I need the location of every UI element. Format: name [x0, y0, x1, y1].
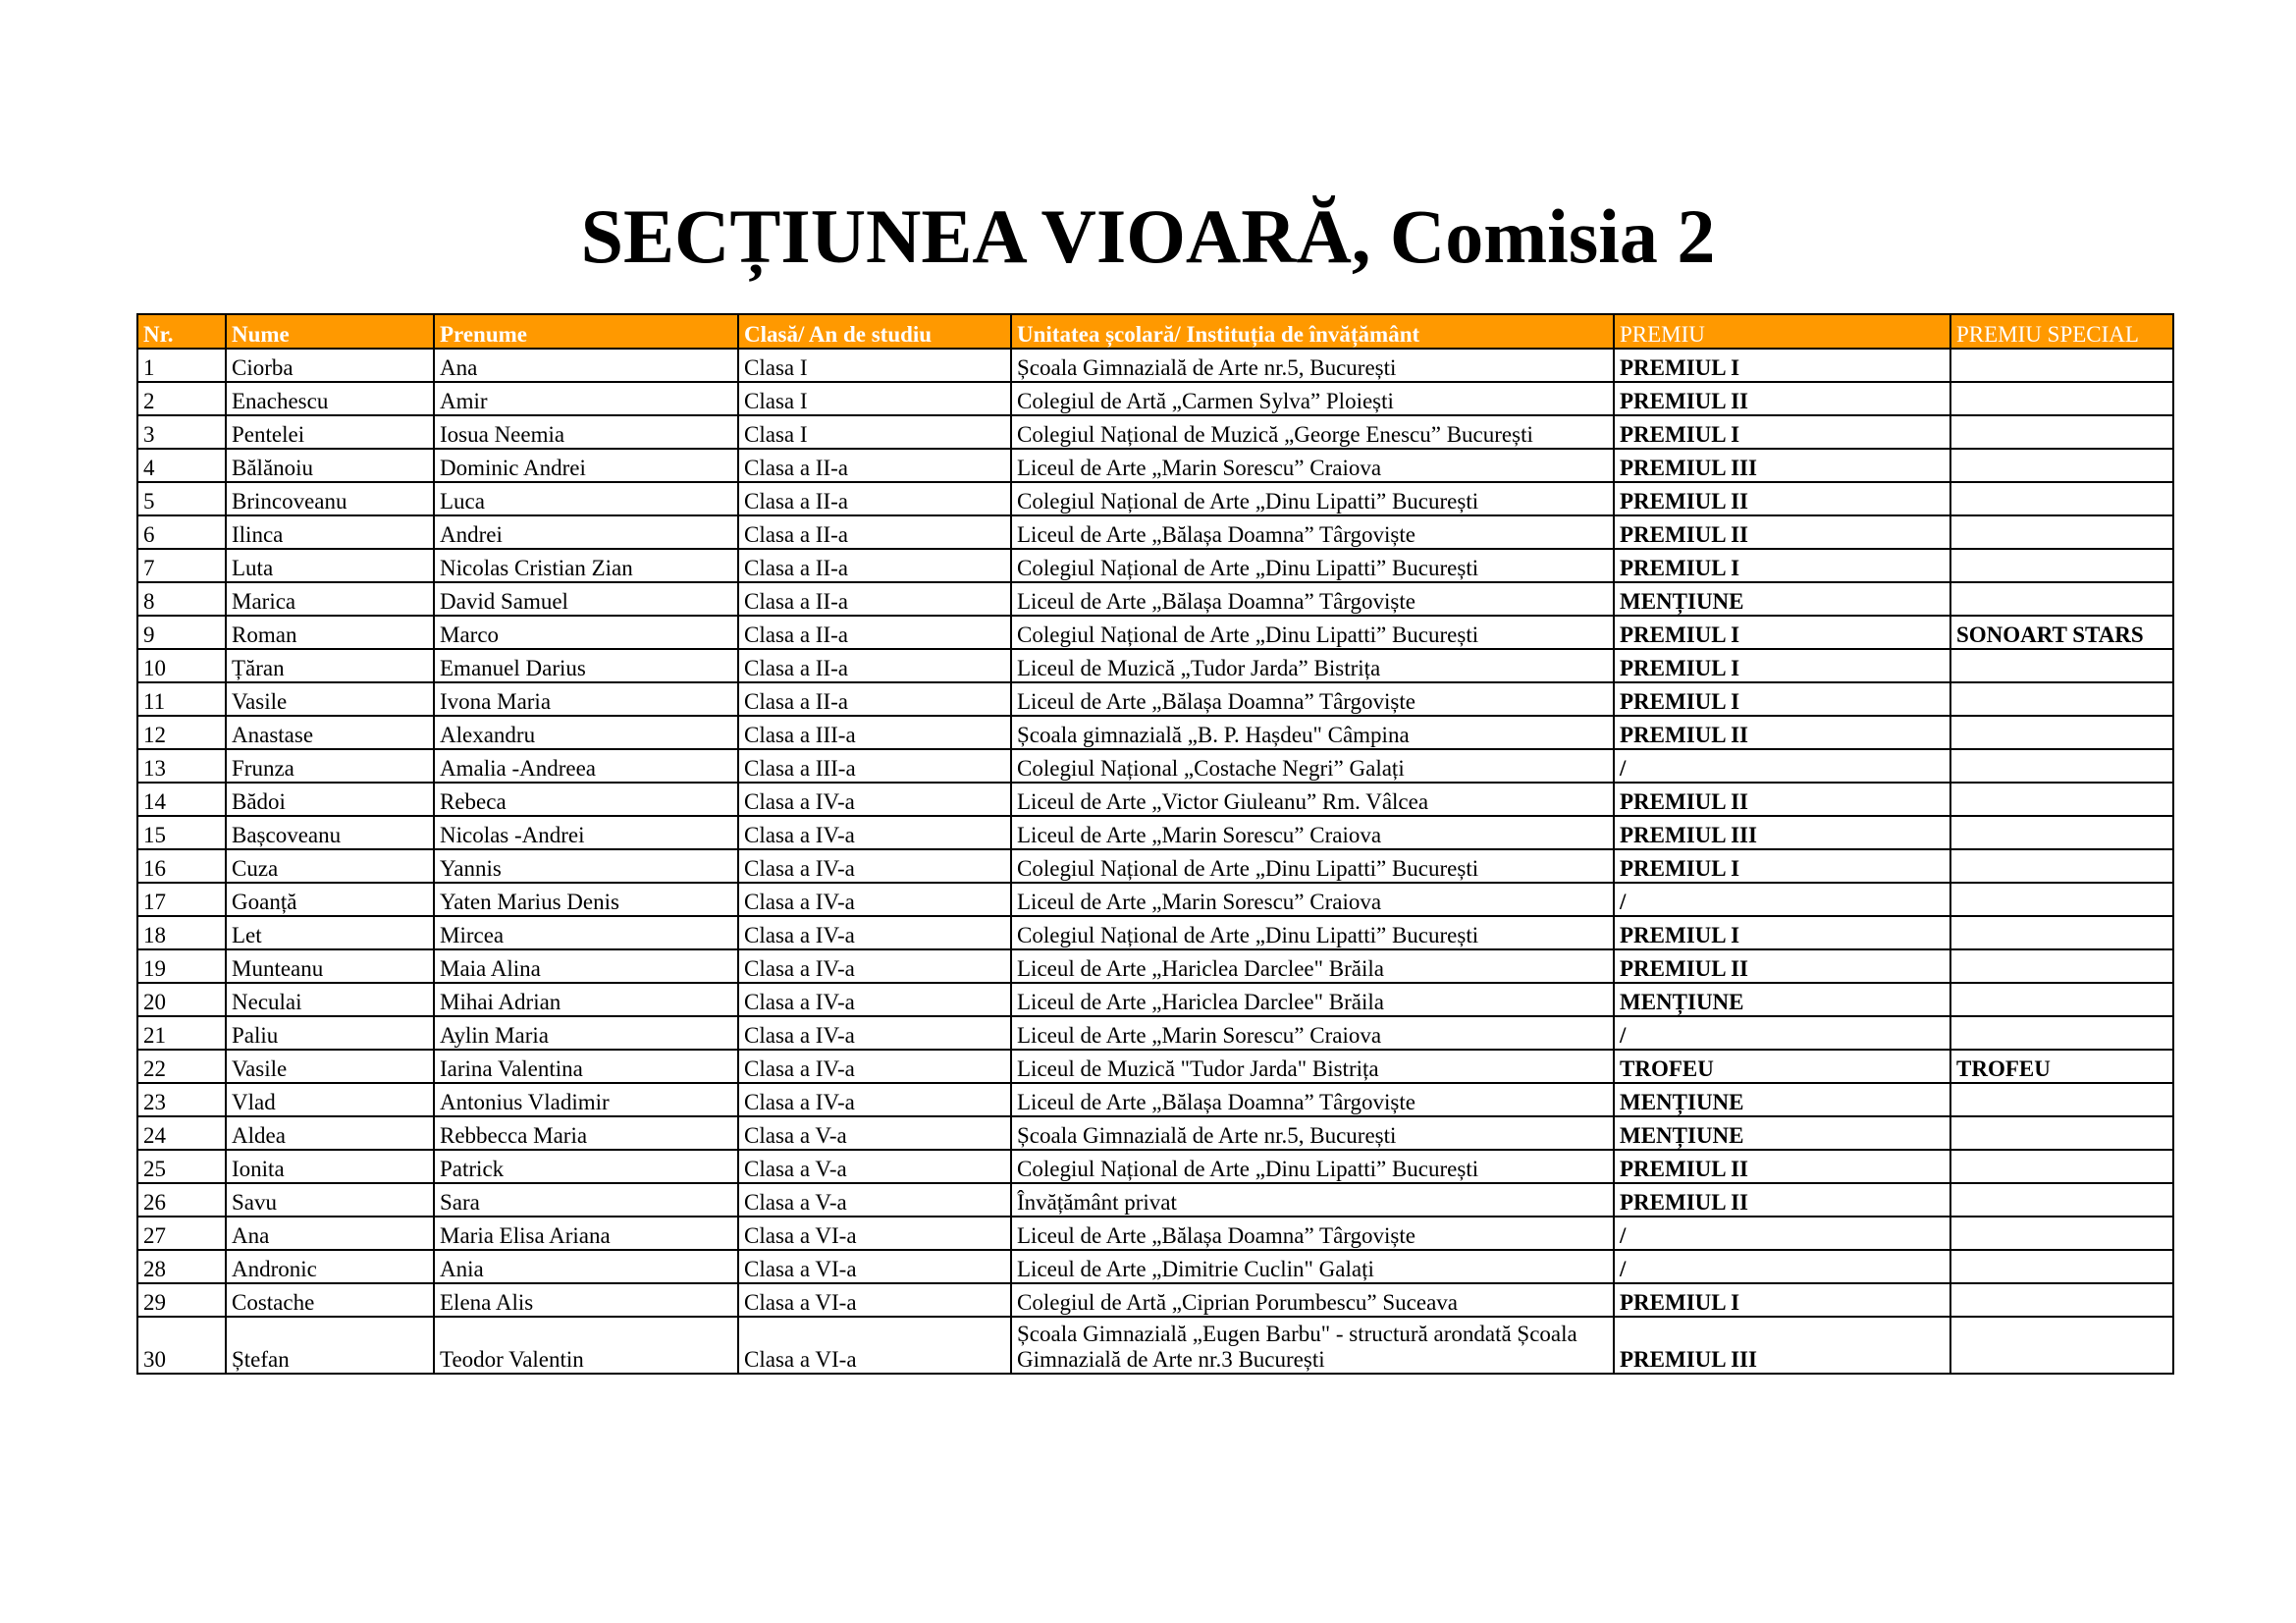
cell-nume: Brincoveanu: [226, 482, 434, 515]
cell-clasa: Clasa a II-a: [738, 515, 1011, 549]
cell-nume: Let: [226, 916, 434, 949]
cell-prenume: Rebbecca Maria: [434, 1116, 738, 1150]
cell-unitate: Liceul de Muzică „Tudor Jarda” Bistrița: [1011, 649, 1614, 682]
cell-unitate: Colegiul Național de Arte „Dinu Lipatti” București: [1011, 916, 1614, 949]
cell-nr: 27: [137, 1217, 226, 1250]
cell-clasa: Clasa a IV-a: [738, 983, 1011, 1016]
cell-unitate: Școala Gimnazială „Eugen Barbu" - structură arondată Școala Gimnazială de Arte nr.3 București: [1011, 1317, 1614, 1374]
cell-premiu-special: [1950, 649, 2173, 682]
cell-premiu: PREMIUL II: [1614, 382, 1950, 415]
cell-nume: Ciorba: [226, 349, 434, 382]
table-row: [137, 849, 2173, 883]
cell-premiu: MENȚIUNE: [1614, 983, 1950, 1016]
cell-clasa: Clasa I: [738, 382, 1011, 415]
cell-clasa: Clasa a III-a: [738, 716, 1011, 749]
cell-prenume: Maria Elisa Ariana: [434, 1217, 738, 1250]
table-row: [137, 1217, 2173, 1250]
header-unitate: Unitatea școlară/ Instituția de învățământ: [1011, 314, 1614, 349]
cell-nume: Goanță: [226, 883, 434, 916]
cell-nume: Luta: [226, 549, 434, 582]
table-row: [137, 382, 2173, 415]
cell-premiu: /: [1614, 749, 1950, 783]
cell-premiu-special: [1950, 716, 2173, 749]
header-premiu: PREMIU: [1614, 314, 1950, 349]
header-clasa: Clasă/ An de studiu: [738, 314, 1011, 349]
cell-nume: Pentelei: [226, 415, 434, 449]
cell-unitate: Școala Gimnazială de Arte nr.5, București: [1011, 1116, 1614, 1150]
cell-clasa: Clasa a VI-a: [738, 1317, 1011, 1374]
table-row: [137, 1283, 2173, 1317]
cell-nume: Anastase: [226, 716, 434, 749]
cell-premiu: PREMIUL III: [1614, 449, 1950, 482]
cell-nume: Andronic: [226, 1250, 434, 1283]
cell-unitate: Colegiul Național de Arte „Dinu Lipatti” București: [1011, 616, 1614, 649]
cell-nr: 13: [137, 749, 226, 783]
cell-clasa: Clasa a III-a: [738, 749, 1011, 783]
cell-nume: Ionita: [226, 1150, 434, 1183]
cell-premiu-special: [1950, 783, 2173, 816]
cell-prenume: Maia Alina: [434, 949, 738, 983]
cell-premiu-special: [1950, 1083, 2173, 1116]
cell-nr: 18: [137, 916, 226, 949]
table-row: [137, 1317, 2173, 1374]
cell-nume: Neculai: [226, 983, 434, 1016]
cell-unitate: Liceul de Arte „Bălașa Doamna” Târgoviște: [1011, 582, 1614, 616]
cell-prenume: Iarina Valentina: [434, 1050, 738, 1083]
cell-premiu-special: [1950, 1283, 2173, 1317]
cell-prenume: Elena Alis: [434, 1283, 738, 1317]
table-row: [137, 1050, 2173, 1083]
cell-premiu: PREMIUL II: [1614, 783, 1950, 816]
cell-premiu-special: [1950, 349, 2173, 382]
table-row: [137, 1016, 2173, 1050]
table-row: [137, 682, 2173, 716]
cell-prenume: Dominic Andrei: [434, 449, 738, 482]
table-row: [137, 749, 2173, 783]
cell-nume: Bașcoveanu: [226, 816, 434, 849]
cell-nr: 25: [137, 1150, 226, 1183]
cell-unitate: Liceul de Arte „Bălașa Doamna” Târgoviște: [1011, 515, 1614, 549]
cell-premiu: PREMIUL II: [1614, 949, 1950, 983]
cell-nr: 23: [137, 1083, 226, 1116]
cell-nume: Ștefan: [226, 1317, 434, 1374]
cell-clasa: Clasa a VI-a: [738, 1283, 1011, 1317]
cell-nr: 7: [137, 549, 226, 582]
cell-clasa: Clasa a II-a: [738, 616, 1011, 649]
cell-prenume: Nicolas -Andrei: [434, 816, 738, 849]
cell-nr: 22: [137, 1050, 226, 1083]
cell-clasa: Clasa a IV-a: [738, 849, 1011, 883]
cell-premiu-special: [1950, 1317, 2173, 1374]
cell-premiu-special: [1950, 1183, 2173, 1217]
cell-nume: Bălănoiu: [226, 449, 434, 482]
table-row: [137, 415, 2173, 449]
table-row: [137, 883, 2173, 916]
cell-premiu-special: [1950, 682, 2173, 716]
cell-premiu: PREMIUL I: [1614, 682, 1950, 716]
cell-nume: Costache: [226, 1283, 434, 1317]
cell-nr: 24: [137, 1116, 226, 1150]
cell-nume: Marica: [226, 582, 434, 616]
cell-premiu: PREMIUL I: [1614, 549, 1950, 582]
cell-premiu-special: [1950, 382, 2173, 415]
cell-unitate: Liceul de Arte „Marin Sorescu” Craiova: [1011, 449, 1614, 482]
cell-premiu-special: [1950, 916, 2173, 949]
cell-unitate: Colegiul Național de Muzică „George Enescu” București: [1011, 415, 1614, 449]
cell-prenume: Ania: [434, 1250, 738, 1283]
cell-nr: 9: [137, 616, 226, 649]
cell-nume: Cuza: [226, 849, 434, 883]
cell-clasa: Clasa I: [738, 349, 1011, 382]
table-row: [137, 582, 2173, 616]
cell-prenume: Ana: [434, 349, 738, 382]
cell-premiu: MENȚIUNE: [1614, 582, 1950, 616]
cell-premiu: PREMIUL I: [1614, 349, 1950, 382]
cell-prenume: Patrick: [434, 1150, 738, 1183]
cell-unitate: Colegiul Național de Arte „Dinu Lipatti” București: [1011, 549, 1614, 582]
cell-nume: Vasile: [226, 1050, 434, 1083]
cell-prenume: Amir: [434, 382, 738, 415]
cell-clasa: Clasa a VI-a: [738, 1250, 1011, 1283]
cell-unitate: Liceul de Arte „Marin Sorescu” Craiova: [1011, 883, 1614, 916]
cell-premiu-special: [1950, 1116, 2173, 1150]
cell-nr: 10: [137, 649, 226, 682]
cell-unitate: Școala gimnazială „B. P. Hașdeu" Câmpina: [1011, 716, 1614, 749]
cell-unitate: Colegiul Național de Arte „Dinu Lipatti” București: [1011, 482, 1614, 515]
cell-premiu: PREMIUL II: [1614, 1183, 1950, 1217]
cell-nr: 21: [137, 1016, 226, 1050]
header-premiu-special: PREMIU SPECIAL: [1950, 314, 2173, 349]
cell-premiu-special: [1950, 849, 2173, 883]
cell-nume: Savu: [226, 1183, 434, 1217]
table-row: [137, 449, 2173, 482]
cell-premiu: /: [1614, 883, 1950, 916]
cell-premiu: PREMIUL II: [1614, 482, 1950, 515]
cell-unitate: Învățământ privat: [1011, 1183, 1614, 1217]
cell-clasa: Clasa a IV-a: [738, 883, 1011, 916]
cell-nr: 28: [137, 1250, 226, 1283]
cell-nr: 3: [137, 415, 226, 449]
cell-clasa: Clasa a II-a: [738, 449, 1011, 482]
table-row: [137, 783, 2173, 816]
cell-prenume: Nicolas Cristian Zian: [434, 549, 738, 582]
cell-nr: 14: [137, 783, 226, 816]
cell-nr: 2: [137, 382, 226, 415]
cell-premiu: MENȚIUNE: [1614, 1116, 1950, 1150]
cell-clasa: Clasa a IV-a: [738, 949, 1011, 983]
cell-unitate: Liceul de Arte „Hariclea Darclee" Brăila: [1011, 983, 1614, 1016]
cell-premiu: /: [1614, 1016, 1950, 1050]
table-body: [137, 349, 2173, 1374]
cell-prenume: Iosua Neemia: [434, 415, 738, 449]
header-row: [137, 314, 2173, 349]
cell-clasa: Clasa a IV-a: [738, 1083, 1011, 1116]
cell-nume: Vlad: [226, 1083, 434, 1116]
cell-clasa: Clasa a II-a: [738, 482, 1011, 515]
cell-premiu-special: [1950, 983, 2173, 1016]
cell-clasa: Clasa a II-a: [738, 682, 1011, 716]
cell-clasa: Clasa I: [738, 415, 1011, 449]
cell-premiu-special: [1950, 1016, 2173, 1050]
cell-prenume: Alexandru: [434, 716, 738, 749]
cell-clasa: Clasa a VI-a: [738, 1217, 1011, 1250]
table-row: [137, 949, 2173, 983]
cell-nume: Munteanu: [226, 949, 434, 983]
cell-premiu: PREMIUL III: [1614, 1317, 1950, 1374]
cell-unitate: Liceul de Arte „Bălașa Doamna” Târgoviște: [1011, 682, 1614, 716]
cell-unitate: Liceul de Arte „Victor Giuleanu” Rm. Vâlcea: [1011, 783, 1614, 816]
cell-premiu: PREMIUL I: [1614, 415, 1950, 449]
cell-prenume: Rebeca: [434, 783, 738, 816]
cell-unitate: Liceul de Arte „Marin Sorescu” Craiova: [1011, 816, 1614, 849]
cell-prenume: David Samuel: [434, 582, 738, 616]
cell-unitate: Colegiul de Artă „Ciprian Porumbescu” Suceava: [1011, 1283, 1614, 1317]
cell-nr: 12: [137, 716, 226, 749]
page-title: SECȚIUNEA VIOARĂ, Comisia 2: [580, 193, 1716, 279]
cell-nr: 11: [137, 682, 226, 716]
table-row: [137, 616, 2173, 649]
cell-prenume: Mircea: [434, 916, 738, 949]
cell-unitate: Colegiul de Artă „Carmen Sylva” Ploiești: [1011, 382, 1614, 415]
cell-unitate: Liceul de Arte „Bălașa Doamna” Târgoviște: [1011, 1083, 1614, 1116]
cell-premiu-special: [1950, 1250, 2173, 1283]
table-row: [137, 649, 2173, 682]
cell-unitate: Colegiul Național de Arte „Dinu Lipatti” București: [1011, 1150, 1614, 1183]
table-row: [137, 1183, 2173, 1217]
table-row: [137, 1116, 2173, 1150]
header-nume: Nume: [226, 314, 434, 349]
cell-nume: Aldea: [226, 1116, 434, 1150]
cell-premiu: /: [1614, 1217, 1950, 1250]
cell-unitate: Liceul de Arte „Marin Sorescu” Craiova: [1011, 1016, 1614, 1050]
cell-clasa: Clasa a V-a: [738, 1150, 1011, 1183]
cell-prenume: Yannis: [434, 849, 738, 883]
table-header: [137, 314, 2173, 349]
cell-premiu-special: SONOART STARS: [1950, 616, 2173, 649]
cell-premiu: TROFEU: [1614, 1050, 1950, 1083]
cell-unitate: Colegiul Național „Costache Negri” Galați: [1011, 749, 1614, 783]
cell-clasa: Clasa a II-a: [738, 649, 1011, 682]
cell-prenume: Aylin Maria: [434, 1016, 738, 1050]
cell-premiu: PREMIUL II: [1614, 1150, 1950, 1183]
cell-clasa: Clasa a II-a: [738, 582, 1011, 616]
cell-nr: 20: [137, 983, 226, 1016]
cell-nume: Bădoi: [226, 783, 434, 816]
cell-nr: 6: [137, 515, 226, 549]
cell-premiu: PREMIUL II: [1614, 716, 1950, 749]
cell-nr: 29: [137, 1283, 226, 1317]
cell-premiu: PREMIUL I: [1614, 916, 1950, 949]
cell-nr: 17: [137, 883, 226, 916]
cell-prenume: Yaten Marius Denis: [434, 883, 738, 916]
cell-premiu-special: [1950, 1217, 2173, 1250]
cell-premiu: PREMIUL I: [1614, 1283, 1950, 1317]
cell-nume: Ana: [226, 1217, 434, 1250]
table-row: [137, 816, 2173, 849]
cell-clasa: Clasa a IV-a: [738, 916, 1011, 949]
cell-prenume: Antonius Vladimir: [434, 1083, 738, 1116]
cell-nume: Enachescu: [226, 382, 434, 415]
cell-premiu-special: [1950, 482, 2173, 515]
cell-clasa: Clasa a IV-a: [738, 1050, 1011, 1083]
cell-clasa: Clasa a V-a: [738, 1116, 1011, 1150]
table-row: [137, 349, 2173, 382]
cell-nume: Roman: [226, 616, 434, 649]
cell-clasa: Clasa a II-a: [738, 549, 1011, 582]
cell-premiu: PREMIUL I: [1614, 616, 1950, 649]
cell-premiu-special: [1950, 749, 2173, 783]
table-row: [137, 515, 2173, 549]
cell-premiu: PREMIUL I: [1614, 849, 1950, 883]
cell-premiu: PREMIUL I: [1614, 649, 1950, 682]
cell-premiu-special: [1950, 883, 2173, 916]
cell-premiu: PREMIUL II: [1614, 515, 1950, 549]
cell-prenume: Mihai Adrian: [434, 983, 738, 1016]
cell-premiu-special: [1950, 1150, 2173, 1183]
cell-nume: Ilinca: [226, 515, 434, 549]
table-row: [137, 1083, 2173, 1116]
cell-premiu-special: [1950, 515, 2173, 549]
results-table: [136, 313, 2174, 1375]
table-row: [137, 983, 2173, 1016]
cell-premiu: /: [1614, 1250, 1950, 1283]
cell-prenume: Ivona Maria: [434, 682, 738, 716]
cell-premiu: PREMIUL III: [1614, 816, 1950, 849]
header-nr: Nr.: [137, 314, 226, 349]
header-prenume: Prenume: [434, 314, 738, 349]
cell-premiu: MENȚIUNE: [1614, 1083, 1950, 1116]
cell-prenume: Sara: [434, 1183, 738, 1217]
cell-nr: 26: [137, 1183, 226, 1217]
table-row: [137, 716, 2173, 749]
cell-premiu-special: [1950, 449, 2173, 482]
cell-nume: Frunza: [226, 749, 434, 783]
cell-nr: 1: [137, 349, 226, 382]
cell-premiu-special: [1950, 415, 2173, 449]
cell-nr: 4: [137, 449, 226, 482]
cell-prenume: Marco: [434, 616, 738, 649]
cell-nr: 16: [137, 849, 226, 883]
cell-clasa: Clasa a V-a: [738, 1183, 1011, 1217]
cell-nr: 8: [137, 582, 226, 616]
cell-unitate: Liceul de Arte „Dimitrie Cuclin" Galați: [1011, 1250, 1614, 1283]
cell-prenume: Andrei: [434, 515, 738, 549]
cell-unitate: Colegiul Național de Arte „Dinu Lipatti” București: [1011, 849, 1614, 883]
cell-premiu-special: [1950, 949, 2173, 983]
cell-nume: Vasile: [226, 682, 434, 716]
cell-prenume: Emanuel Darius: [434, 649, 738, 682]
cell-unitate: Liceul de Muzică "Tudor Jarda" Bistrița: [1011, 1050, 1614, 1083]
cell-prenume: Luca: [434, 482, 738, 515]
table-row: [137, 549, 2173, 582]
cell-clasa: Clasa a IV-a: [738, 783, 1011, 816]
cell-prenume: Teodor Valentin: [434, 1317, 738, 1374]
cell-nr: 5: [137, 482, 226, 515]
cell-unitate: Școala Gimnazială de Arte nr.5, București: [1011, 349, 1614, 382]
cell-nume: Țăran: [226, 649, 434, 682]
cell-nr: 30: [137, 1317, 226, 1374]
cell-nr: 19: [137, 949, 226, 983]
cell-clasa: Clasa a IV-a: [738, 1016, 1011, 1050]
table-row: [137, 916, 2173, 949]
cell-prenume: Amalia -Andreea: [434, 749, 738, 783]
cell-unitate: Liceul de Arte „Bălașa Doamna” Târgoviște: [1011, 1217, 1614, 1250]
cell-premiu-special: [1950, 816, 2173, 849]
cell-unitate: Liceul de Arte „Hariclea Darclee" Brăila: [1011, 949, 1614, 983]
table-row: [137, 1250, 2173, 1283]
cell-premiu-special: [1950, 582, 2173, 616]
cell-premiu-special: TROFEU: [1950, 1050, 2173, 1083]
cell-nr: 15: [137, 816, 226, 849]
table-row: [137, 1150, 2173, 1183]
cell-premiu-special: [1950, 549, 2173, 582]
cell-nume: Paliu: [226, 1016, 434, 1050]
cell-clasa: Clasa a IV-a: [738, 816, 1011, 849]
table-row: [137, 482, 2173, 515]
